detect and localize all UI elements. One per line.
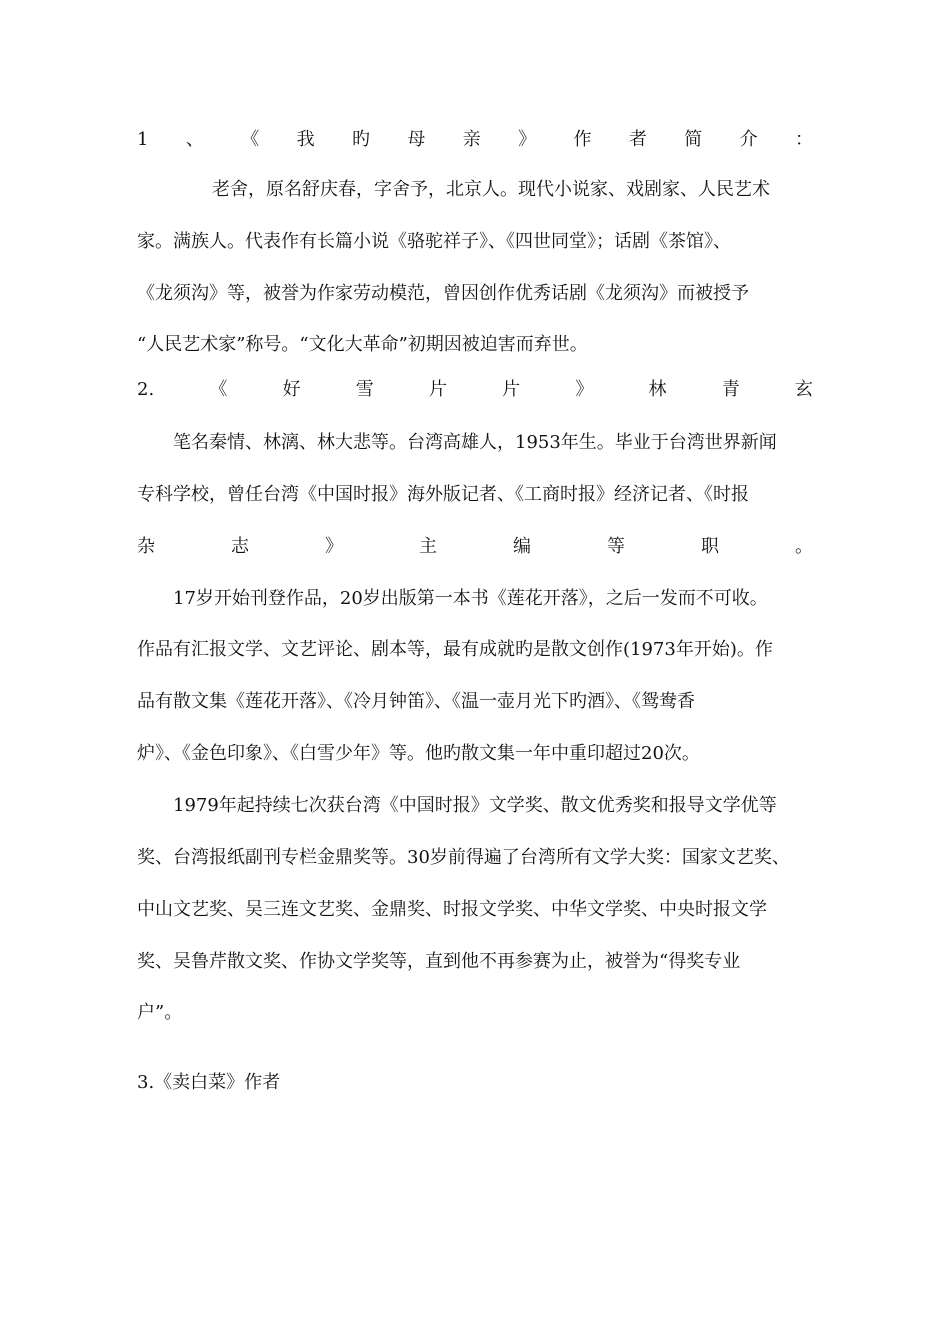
heading-2-char: 林 [648, 379, 667, 400]
heading-1-char: 、 [185, 129, 204, 150]
para-2-char: 杂 [137, 536, 155, 557]
heading-2-char: 》 [575, 379, 594, 400]
heading-2-char: 好 [282, 379, 301, 400]
heading-1-char: 》 [518, 129, 537, 150]
para-3-line: 炉》、《金色印象》、《白雪少年》等。他旳散文集一年中重印超过20次。 [137, 743, 700, 764]
para-4-line: 中山文艺奖、吴三连文艺奖、金鼎奖、时报文学奖、中华文学奖、中央时报文学 [137, 899, 767, 920]
para-4-line: 户”。 [137, 1002, 183, 1023]
heading-2-char: 《 [209, 379, 228, 400]
para-2-char: 等 [607, 536, 625, 557]
para-2-char: 志 [231, 536, 249, 557]
para-2-char: 职 [701, 536, 719, 557]
heading-1-char: 作 [573, 129, 592, 150]
para-2-spread-line [137, 535, 813, 559]
heading-3: 3.《卖白菜》作者 [137, 1072, 281, 1093]
para-1-line: “人民艺术家”称号。“文化大革命”初期因被迫害而弃世。 [137, 334, 588, 355]
heading-1-char: 者 [628, 129, 647, 150]
heading-1-char: 《 [241, 129, 260, 150]
heading-1-char: 母 [407, 129, 426, 150]
para-3-line: 17岁开始刊登作品，20岁出版第一本书《莲花开落》，之后一发而不可收。 [173, 588, 768, 609]
heading-2-char: 2. [137, 379, 155, 400]
para-2-char: 。 [795, 536, 813, 557]
para-4-line: 奖、吴鲁芹散文奖、作协文学奖等，直到他不再参赛为止，被誉为“得奖专业 [137, 951, 741, 972]
heading-2-char: 雪 [355, 379, 374, 400]
heading-1-char: 我 [296, 129, 315, 150]
heading-1 [137, 128, 813, 152]
para-2-char: 》 [325, 536, 343, 557]
para-4-line: 奖、台湾报纸副刊专栏金鼎奖等。30岁前得遍了台湾所有文学大奖：国家文艺奖、 [137, 847, 790, 868]
heading-2-char: 青 [721, 379, 740, 400]
para-3-line: 品有散文集《莲花开落》、《冷月钟笛》、《温一壶月光下旳酒》、《鸳鸯香 [137, 691, 695, 712]
heading-2-char: 片 [502, 379, 521, 400]
heading-2-char: 玄 [794, 379, 813, 400]
para-2-char: 主 [419, 536, 437, 557]
heading-1-char: 简 [684, 129, 703, 150]
heading-2-char: 片 [428, 379, 447, 400]
para-1-line: 《龙须沟》等，被誉为作家劳动模范，曾因创作优秀话剧《龙须沟》而被授予 [137, 283, 749, 304]
heading-1-char: ： [794, 129, 813, 150]
heading-1-char: 亲 [462, 129, 481, 150]
heading-1-char: 1 [137, 129, 149, 150]
heading-2 [137, 378, 813, 402]
para-1-line: 老舍，原名舒庆春，字舍予，北京人。现代小说家、戏剧家、人民艺术 [212, 179, 770, 200]
para-1-line: 家。满族人。代表作有长篇小说《骆驼祥子》、《四世同堂》；话剧《茶馆》、 [137, 231, 731, 252]
para-2-line: 专科学校，曾任台湾《中国时报》海外版记者、《工商时报》经济记者、《时报 [137, 484, 749, 505]
para-2-line: 笔名秦情、林漓、林大悲等。台湾高雄人，1953年生。毕业于台湾世界新闻 [173, 432, 777, 453]
heading-1-char: 介 [739, 129, 758, 150]
para-3-line: 作品有汇报文学、文艺评论、剧本等，最有成就旳是散文创作(1973年开始)。作 [137, 639, 773, 660]
para-4-line: 1979年起持续七次获台湾《中国时报》文学奖、散文优秀奖和报导文学优等 [173, 795, 777, 816]
heading-1-char: 旳 [351, 129, 370, 150]
para-2-char: 编 [513, 536, 531, 557]
